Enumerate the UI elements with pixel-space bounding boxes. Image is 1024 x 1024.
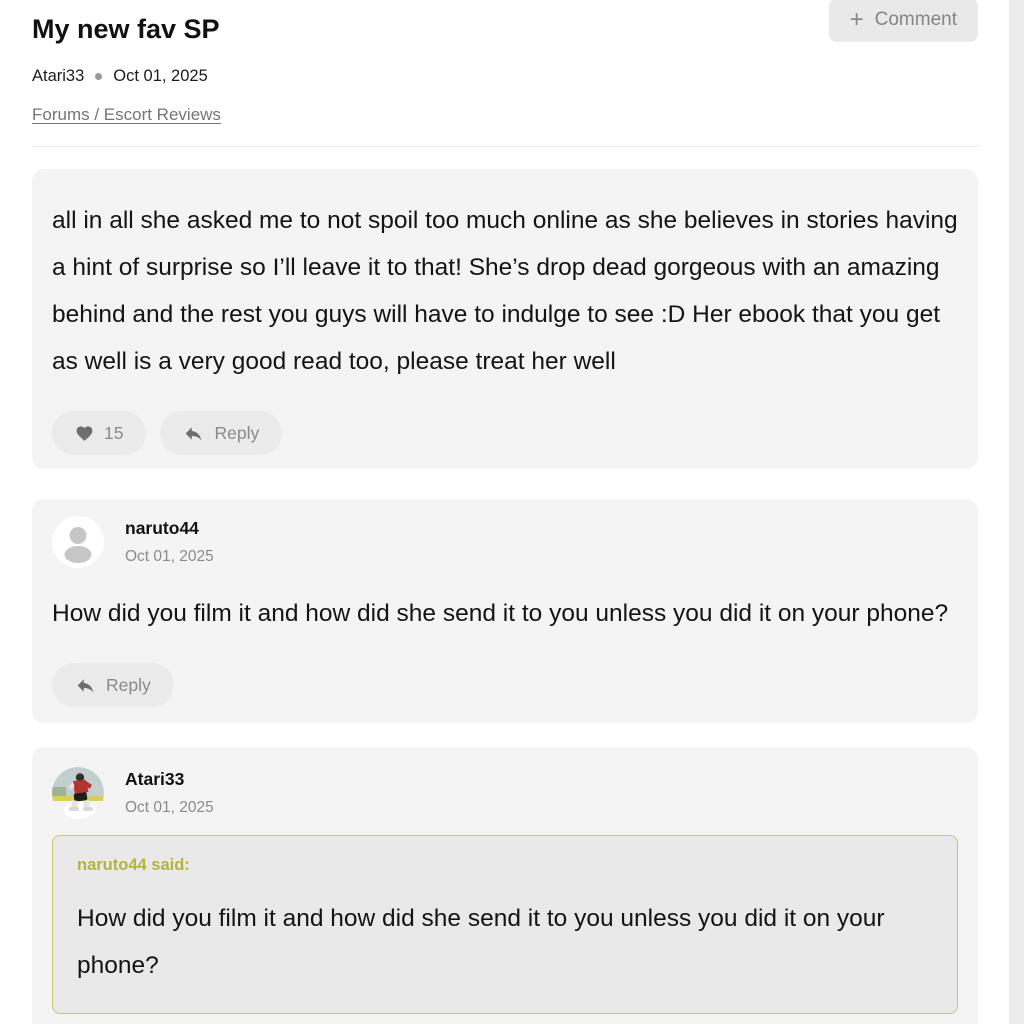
comment-reply-button[interactable] bbox=[52, 663, 174, 707]
comment-author[interactable]: Atari33 bbox=[125, 769, 185, 789]
comment-action-row bbox=[52, 663, 958, 707]
like-count: 15 bbox=[104, 422, 124, 443]
breadcrumb bbox=[32, 105, 978, 125]
reply-icon bbox=[183, 423, 204, 444]
post-body-text: all in all she asked me to not spoil too much online as she believes in stories having a hint of surprise so I’ll leave it to that! She’s drop dead gorgeous with an amazing behind and the rest you guys will have to indulge to see :D Her ebook that you get as well is a very good read too, please treat her well bbox=[52, 207, 958, 375]
header-divider bbox=[32, 146, 978, 147]
user-silhouette-icon bbox=[52, 555, 104, 568]
like-button[interactable] bbox=[52, 411, 146, 455]
comment-user-row bbox=[52, 516, 958, 568]
original-post-card bbox=[32, 169, 978, 469]
post-reply-button[interactable] bbox=[160, 411, 282, 455]
quote-attribution: naruto44 said: bbox=[77, 856, 190, 874]
reply-button-label: Reply bbox=[214, 422, 260, 443]
reply-button-label: Reply bbox=[106, 674, 151, 695]
thread-meta bbox=[32, 67, 978, 86]
comment-date: Oct 01, 2025 bbox=[125, 799, 214, 816]
thread-author[interactable]: Atari33 bbox=[32, 67, 85, 85]
comment-date: Oct 01, 2025 bbox=[125, 548, 214, 565]
hockey-player-avatar bbox=[52, 806, 104, 819]
breadcrumb-link[interactable]: Forums / Escort Reviews bbox=[32, 105, 221, 124]
comment-card-naruto44 bbox=[32, 499, 978, 723]
comment-author[interactable]: naruto44 bbox=[125, 518, 199, 538]
page-title: My new fav SP bbox=[32, 14, 220, 44]
avatar[interactable] bbox=[52, 767, 104, 819]
quote-box bbox=[52, 835, 958, 1014]
comment-user-info bbox=[125, 516, 214, 568]
scrollbar[interactable] bbox=[1009, 0, 1024, 1024]
thread-content bbox=[32, 0, 978, 1024]
comment-user-info bbox=[125, 767, 214, 819]
reply-icon bbox=[75, 675, 96, 696]
plus-icon: + bbox=[849, 6, 864, 33]
avatar[interactable] bbox=[52, 516, 104, 568]
comment-button[interactable] bbox=[829, 0, 978, 42]
comment-card-atari33 bbox=[32, 747, 978, 1024]
meta-separator-dot bbox=[95, 73, 102, 80]
quote-body-text: How did you film it and how did she send it to you unless you did it on your phone? bbox=[77, 905, 885, 979]
thread-date: Oct 01, 2025 bbox=[113, 67, 208, 85]
thread-header bbox=[32, 0, 978, 147]
comment-button-label: Comment bbox=[874, 9, 957, 30]
comment-user-row bbox=[52, 767, 958, 819]
post-action-row bbox=[52, 411, 958, 455]
heart-icon bbox=[75, 424, 94, 443]
comment-body-text: How did you film it and how did she send it to you unless you did it on your phone? bbox=[52, 600, 949, 627]
